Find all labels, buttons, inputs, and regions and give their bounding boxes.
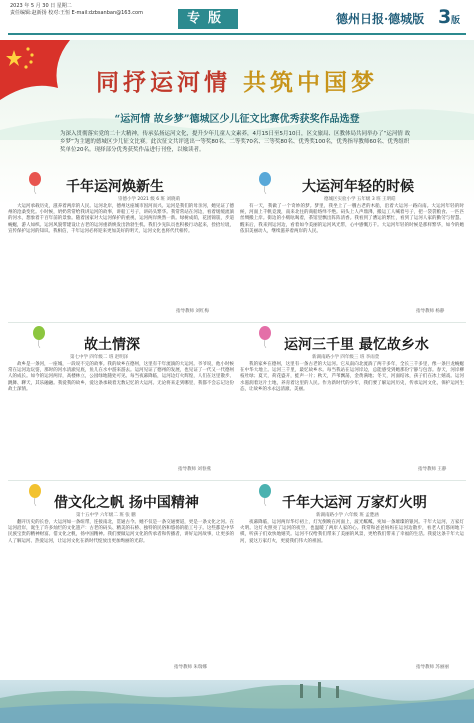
newspaper-brand: 德州日报·德城版: [336, 12, 425, 26]
article-teacher: 指导教师 苏丽丽: [416, 665, 449, 670]
section-divider: [8, 322, 466, 323]
article-body: 翻开历史的长卷，大运河如一条纽带，连接南北，贯通古今。她不仅是一条交通要道，更是一条文化之河。在运河沿岸，诞生了许多灿烂的文化遗产：古老的码头、精美的石桥、独特的民俗和悠扬的船工号子。这些都是中华民族宝贵的精神财富。借文化之帆，扬中国精神。我们要做运河文化的传承者和传播者，讲好运河故事，让更多的人了解运河、热爱运河，让运河文化在新时代绽放出更加绚丽的光彩。: [8, 520, 234, 544]
article-author: 新湖南路小学 四年级三 班 李雨萱: [312, 355, 380, 360]
article-teacher: 指导教师 刘红梅: [176, 309, 209, 314]
page-header: [0, 0, 474, 40]
article-title: 借文化之帆 扬中国精神: [54, 495, 199, 511]
page-label: 版: [451, 16, 461, 26]
yellow-balloon-icon: [28, 484, 42, 506]
article-author: 第十五中学 六年级二 班 张 鹏: [76, 513, 136, 518]
article-teacher: 指导教师 杨静: [416, 309, 445, 314]
headline-part-2: 共筑中国梦: [243, 69, 378, 96]
article-body: 夜幕降临，运河两岸华灯初上，灯光倒映在河面上，波光粼粼，宛如一条璀璨的银河。千年大运河，万家灯火明。这灯火照亮了运河的夜空，也温暖了两岸人家的心。我常和爸爸妈妈在运河边散步，看老人们悠闲地下棋，听孩子们欢快地嬉笑。运河不仅给我们带来了美丽的风景，更给我们带来了幸福的生活。我爱这条千年大运河，爱这万家灯火，更爱我们伟大的祖国。: [240, 520, 464, 544]
headline-part-1: 同抒运河情: [95, 69, 231, 96]
article-1: [8, 168, 236, 318]
article-title: 千年大运河 万家灯火明: [282, 495, 427, 511]
banner-intro: 为深入贯彻落实党的二十大精神，传承弘扬运河文化，提升少年儿童人文素养，4月15日至5月10日，区文旅局、区教体局共同举办了“运河情 故乡梦”为主题的德城区少儿征文比赛。此次征文共评选出一等奖80名、二等奖70名、三等奖80名、优秀奖100名，优秀指导教师60名、优秀组织奖单位20名。现择部分优秀获奖作品进行刊登，以飨读者。: [60, 131, 411, 153]
article-title: 运河三千里 最忆故乡水: [284, 337, 429, 353]
article-3: [8, 326, 236, 476]
article-title: 故土情深: [84, 337, 140, 353]
page-number: 3: [438, 6, 452, 28]
green-balloon-icon: [32, 326, 46, 348]
article-author: 新湖南路小学 六年级 班 孟楚涵: [316, 513, 379, 518]
article-teacher: 指导教师 朱瑞娜: [174, 665, 207, 670]
teal-balloon-icon: [258, 484, 272, 506]
red-balloon-icon: [28, 172, 42, 194]
article-4: [240, 326, 466, 476]
article-title: 大运河年轻的时候: [302, 179, 414, 195]
issue-meta: [10, 3, 143, 17]
article-2: [240, 168, 466, 318]
article-6: [240, 484, 466, 676]
section-divider: [8, 480, 466, 481]
canal-landscape-image: [0, 680, 474, 723]
main-headline: [0, 64, 474, 97]
banner-subtitle: “运河情 故乡梦”德城区少儿征文比赛优秀获奖作品选登: [114, 114, 360, 125]
article-body: 有一天，我做了一个奇妙的梦。梦里，我坐上了一艘古老的木船，沿着大运河一路向南。大运河年轻的时候，河面上千帆竞渡，南来北往的商船络绎不绝。码头上人声鼎沸，搬运工人喊着号子，把一袋袋粮食、一匹匹丝绸搬上岸。街边的小贩吆喝着，茶馆里飘出阵阵清香。我看到了漕运的繁忙，看到了运河人家的勤劳与智慧。醒来后，我来到运河边，看着如今美丽的运河风光带，心中感慨万千。大运河年轻的时候是那样繁华，如今的她依旧美丽动人，继续滋养着两岸的人民。: [240, 204, 464, 234]
canal-scenery-footer: [0, 680, 474, 723]
section-tab: 专版: [178, 9, 238, 29]
article-5: [8, 484, 236, 676]
blue-balloon-icon: [258, 172, 272, 194]
issue-date: 2023 年 5 月 30 日 星期二: [10, 3, 72, 9]
article-body: 故乡是一条河，一座城，一段说不完的故事。我的故乡在德州，这里有千年流淌的大运河。爷爷说，他小时候常在运河边玩耍，那时的河水清澈见底，鱼儿在水中游来游去。运河见证了德州的发展，也见证了一代又一代德州人的成长。如今的运河两岸，高楼林立，公园绿地随处可见。每当夜幕降临，运河边灯火辉煌，人们在这里散步、跳舞、聊天，其乐融融。我爱我的故乡，爱这条承载着无数记忆的大运河。无论将来走到哪里，我都不会忘记这份故土深情。: [8, 362, 234, 392]
article-teacher: 指导教师 刘春燕: [178, 467, 211, 472]
article-author: 德城区实验小学 五年级 3 班 王明皓: [324, 197, 396, 202]
editor-line: 责任编辑:赵新扬 校对:王恒 E-mail:dzbsanban@163.com: [10, 10, 143, 16]
header-rule: [8, 33, 466, 35]
article-teacher: 指导教师 王静: [418, 467, 447, 472]
article-title: 千年运河焕新生: [66, 179, 164, 195]
pink-balloon-icon: [258, 326, 272, 348]
article-author: 第七中学 四年级二 班 赵明泽: [70, 355, 129, 360]
article-author: 崇德小学 2021 级 6 班 刘晓萌: [118, 197, 180, 202]
article-body: 大运河承载历史，滋养着两岸的人民。运河北岸，德州这座城市因河而兴。运河是我们的母亲河，她见证了德州的沧桑变化。小时候，奶奶常常给我讲运河的故事，讲船工号子，讲码头繁华。我常常站在河边，看着缓缓流淌的河水，想象着千百年前的景象。随着国家对大运河保护的重视，运河两岸焕然一新。绿树成荫，花团锦簇，步道蜿蜒，游人如织。运河风貌带建设让古老的运河重新焕发出勃勃生机。我们少先队员也积极行动起来，捡拾垃圾，宣传保护运河的知识。我相信，千年运河必将迎来更加美好的明天，运河文化也将代代相传。: [8, 204, 234, 234]
article-body: 我的家乡在德州，这里有一条古老的大运河。它从南向北流淌了两千多年，全长三千多里，像一条巨龙蜿蜒在中华大地上。运河三千里，最忆故乡水。每当我站在运河岸边，总能感受到她那份宁静与包容。春天，河岸柳枝吐绿；夏天，荷花盛开，蛙声一片；秋天，芦苇飘荡，金黄满地；冬天，河面结冰，孩子们在冰上嬉戏。运河水滋润着这片土地，养育着这里的人民。作为新时代的少年，我们要了解运河历史，传承运河文化，保护运河生态，让故乡的水永远清澈、美丽。: [240, 362, 464, 392]
